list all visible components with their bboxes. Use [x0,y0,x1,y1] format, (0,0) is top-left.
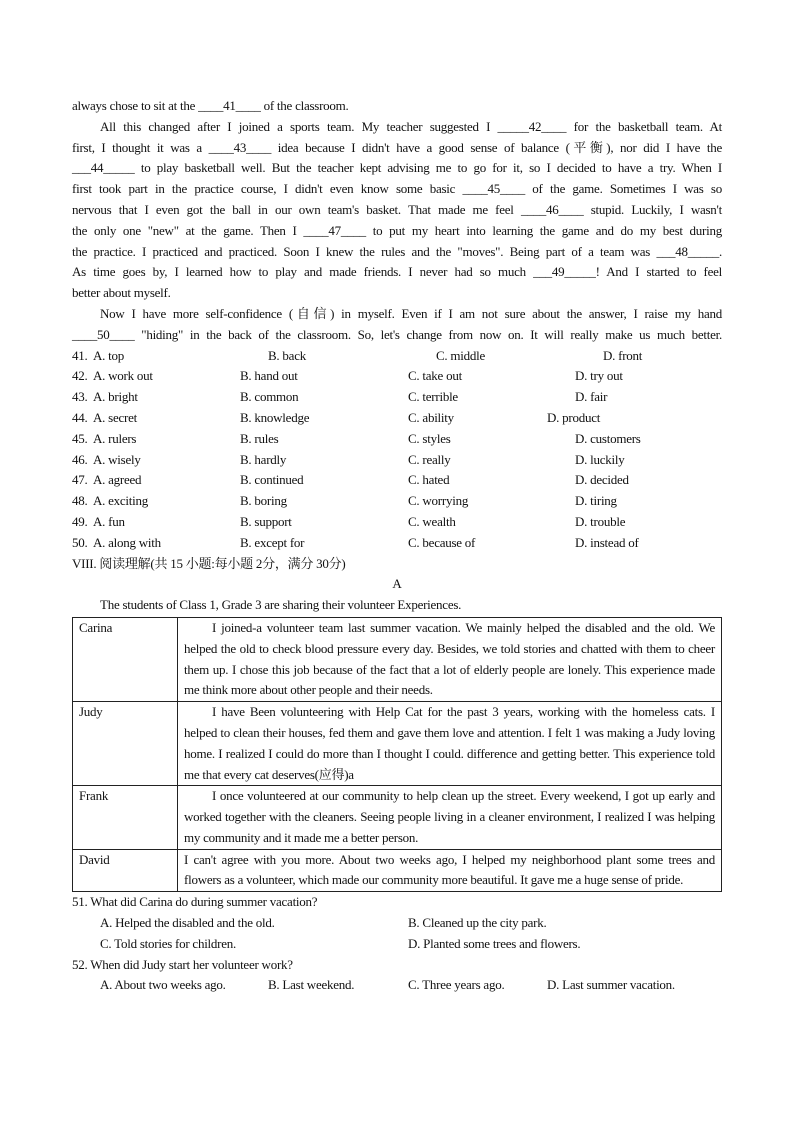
passage-line: As time goes by, I learned how to play and made friends. I never had so much ___49_____! And I started to feel [72,264,722,280]
option-b: B. back [268,347,306,363]
question-number: 48. [72,493,88,509]
student-name: David [73,849,178,892]
option-b: B. Last weekend. [268,977,355,993]
question-number: 42. [72,368,88,384]
option-c: C. wealth [408,513,456,529]
student-experience: I have Been volunteering with Help Cat for the past 3 years, working with the homeless cats. I helped to clean their houses, fed them and gave them love and attention. I felt 1 was making a Judy loving home. I realized I could do more than I thought I could. difference and getting better. This experience told me that every cat deserves(应得)a [178,702,722,786]
option-a: A. agreed [93,472,142,488]
option-a: A. About two weeks ago. [100,977,226,993]
option-a: A. work out [93,368,153,384]
passage-line: first, I thought it was a ____43____ idea because I didn't have a good sense of balance (平衡), nor did I have the [72,139,722,155]
question-number: 45. [72,430,88,446]
passage-line: the practice. I practiced and practiced. Soon I knew the rules and the "moves". Being part of a team was ___48_____. [72,243,722,259]
passage-line: All this changed after I joined a sports team. My teacher suggested I _____42____ for the basketball team. At [100,118,722,134]
passage-line: first took part in the practice course, I didn't even know some basic ____45____ of the game. Sometimes I was so [72,181,722,197]
option-b: B. common [240,389,299,405]
option-d: D. luckily [575,451,625,467]
student-experience: I joined-a volunteer team last summer vacation. We mainly helped the disabled and the old. We helped the old to check blood pressure every day. Besides, we told stories and chatted with them to cheer them up. I chose this job because of the fact that a lot of elderly people are lonely. This experience made me think more about other people and their needs. [178,617,722,701]
option-d: D. Planted some trees and flowers. [408,935,581,951]
question-52 [72,955,722,997]
option-a: A. Helped the disabled and the old. [100,915,275,931]
option-row [72,934,722,955]
option-c: C. ability [408,409,454,425]
option-b: B. rules [240,430,279,446]
option-c: C. take out [408,368,462,384]
option-row-50 [72,533,722,554]
table-row [73,702,722,786]
option-c: C. really [408,451,451,467]
option-d: D. Last summer vacation. [547,977,675,993]
option-row-41 [72,346,722,367]
option-a: A. wisely [93,451,141,467]
option-b: B. hand out [240,368,298,384]
question-stem: 52. When did Judy start her volunteer work? [72,956,293,972]
option-c: C. middle [436,347,486,363]
reading-intro: The students of Class 1, Grade 3 are sharing their volunteer Experiences. [100,597,462,613]
question-number: 44. [72,409,88,425]
question-number: 49. [72,513,88,529]
option-row-44 [72,408,722,429]
option-row-49 [72,512,722,533]
option-d: D. decided [575,472,629,488]
student-name: Carina [73,617,178,701]
option-d: D. front [603,347,643,363]
student-experience: I can't agree with you more. About two weeks ago, I helped my neighborhood plant some trees and flowers as a volunteer, which made our community more beautiful. It gave me a huge sense of pride. [178,849,722,892]
option-a: A. secret [93,409,137,425]
option-b: B. support [240,513,292,529]
option-b: B. hardly [240,451,287,467]
option-d: D. instead of [575,534,639,550]
option-b: B. Cleaned up the city park. [408,915,547,931]
question-number: 50. [72,534,88,550]
option-b: B. continued [240,472,304,488]
student-name: Judy [73,702,178,786]
question-number: 41. [72,347,88,363]
passage-line: better about myself. [72,285,171,301]
option-c: C. styles [408,430,451,446]
table-row [73,617,722,701]
option-row-43 [72,387,722,408]
option-b: B. boring [240,493,287,509]
option-c: C. because of [408,534,476,550]
option-c: C. Three years ago. [408,977,505,993]
passage-line: ____50____ "hiding" in the back of the classroom. So, let's change from now on. It will really make us much better. [72,326,722,342]
option-d: D. fair [575,389,608,405]
question-stem: 51. What did Carina do during summer vacation? [72,894,318,910]
question-51 [72,892,722,954]
option-d: D. product [547,409,601,425]
question-number: 47. [72,472,88,488]
option-row-48 [72,491,722,512]
question-number: 46. [72,451,88,467]
option-row-47 [72,470,722,491]
student-name: Frank [73,786,178,849]
option-d: D. trouble [575,513,626,529]
section-heading: VIII. 阅读理解(共 15 小题:每小题 2分，满分 30分) [72,555,346,571]
option-d: D. customers [575,430,641,446]
cloze-passage [72,96,722,346]
table-row [73,849,722,892]
exam-page [72,96,722,996]
passage-line: the only one "new" at the game. Then I ____47____ to put my heart into learning the game and do my best during [72,222,722,238]
option-row [72,975,722,996]
option-a: A. along with [93,534,161,550]
option-c: C. hated [408,472,450,488]
option-a: A. bright [93,389,138,405]
volunteer-table [72,617,722,892]
option-c: C. worrying [408,493,469,509]
option-d: D. tiring [575,493,617,509]
option-row-42 [72,366,722,387]
option-b: B. except for [240,534,305,550]
table-row [73,786,722,849]
part-label: A [392,576,402,592]
option-b: B. knowledge [240,409,310,425]
passage-line: nervous that I even got the ball in our own team's basket. That made me feel ____46____ stupid. Luckily, I wasn't [72,201,722,217]
passage-line: Now I have more self-confidence (自信) in myself. Even if I am not sure about the answer, I raise my hand [100,305,722,321]
option-row-45 [72,429,722,450]
option-a: A. exciting [93,493,149,509]
option-row-46 [72,450,722,471]
option-a: A. top [93,347,124,363]
passage-line: always chose to sit at the ____41____ of the classroom. [72,98,349,113]
option-d: D. try out [575,368,623,384]
option-c: C. Told stories for children. [100,935,237,951]
option-row [72,913,722,934]
passage-line: ___44_____ to play basketball well. But the teacher kept advising me to go for it, so I decided to have a try. When I [72,160,722,176]
student-experience: I once volunteered at our community to help clean up the street. Every weekend, I got up early and worked together with the cleaners. Seeing people living in a cleaner environment, I realized I was helping my community and it made me a better person. [178,786,722,849]
option-a: A. rulers [93,430,137,446]
option-a: A. fun [93,513,125,529]
cloze-options [72,346,722,554]
question-number: 43. [72,389,88,405]
option-c: C. terrible [408,389,458,405]
